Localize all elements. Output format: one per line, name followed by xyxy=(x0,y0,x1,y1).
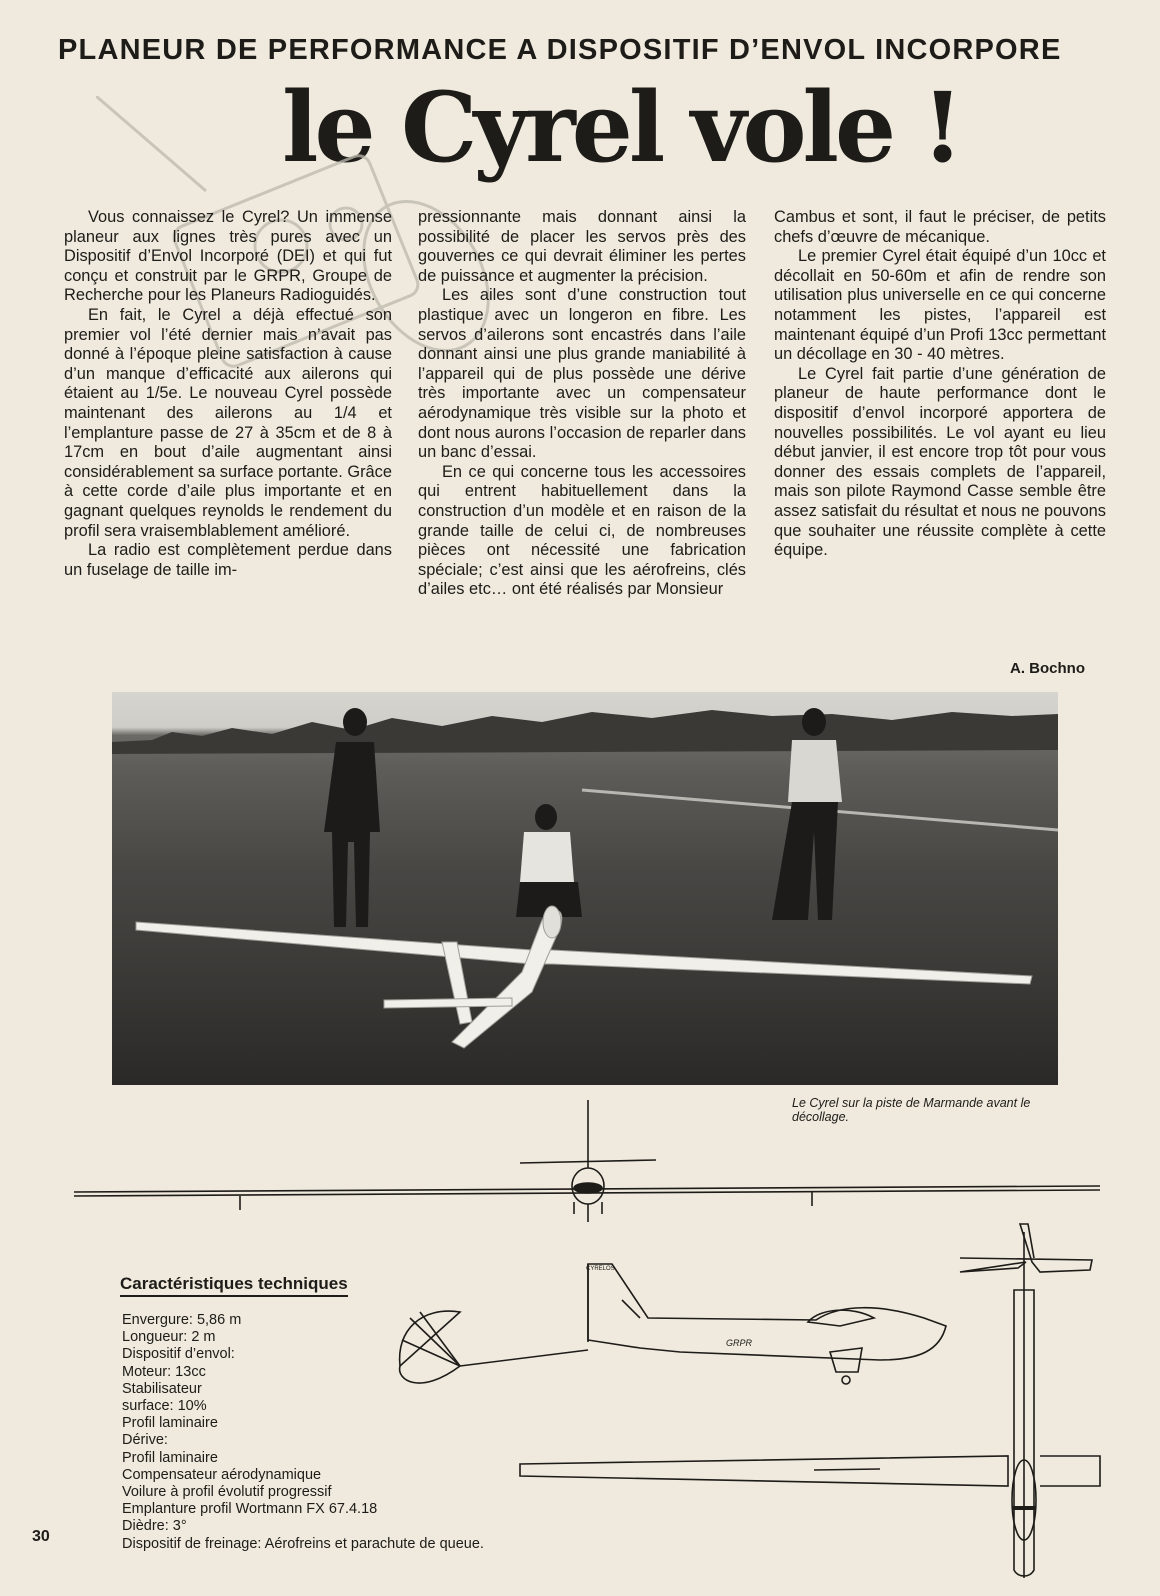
photo-caption: Le Cyrel sur la piste de Marmande avant le décollage. xyxy=(792,1096,1031,1124)
spec-line: Stabilisateur xyxy=(122,1380,202,1397)
spec-line: Emplanture profil Wortmann FX 67.4.18 xyxy=(122,1501,378,1518)
spec-line: Compensateur aérodynamique xyxy=(122,1466,322,1483)
paragraph: Le Cyrel fait partie d’une génération de planeur de haute performance dont le dispositif d’envol incorporé apportera de nouvelles possibilités. Le vol ayant eu lieu début janvier, il est encore trop tôt pour vous donner des essais complets de l’appareil, mais son pilote Raymond Casse semble être assez satisfait du résultat et nous ne pouvons que souhaiter une réussite complète à cette équipe. xyxy=(774,364,1106,560)
paragraph: En fait, le Cyrel a déjà effectué son premier vol l’été dernier mais n’avait pas donné à l’époque pleine satisfaction à cause d’un manque d’efficacité aux ailerons qui étaient au 1/5e. Le nouveau Cyrel possède maintenant des ailerons au 1/4 et l’emplanture passe de 27 à 35cm et de 8 à 17cm en bout d’aile augmentant ainsi considérablement sa surface portante. Grâce à cette corde d’aile plus importante et en gagnant quelques reynolds le rendement du profil sera vraisemblablement amélioré. xyxy=(64,305,392,540)
spec-line: surface: 10% xyxy=(122,1398,207,1415)
article-headline: le Cyrel vole ! xyxy=(282,71,960,184)
author-signature: A. Bochno xyxy=(1010,660,1085,677)
spec-line: Dispositif d’envol: xyxy=(122,1346,235,1363)
spec-line: Envergure: 5,86 m xyxy=(122,1312,242,1328)
spec-line: Longueur: 2 m xyxy=(122,1329,216,1346)
spec-line: Profil laminaire xyxy=(122,1449,218,1466)
fin-label: CYRELOS xyxy=(586,1266,615,1272)
paragraph: Vous connaissez le Cyrel? Un immense planeur aux lignes très pures avec un Dispositif d’Envol Incorporé (DEI) et qui fut conçu et construit par le GRPR, Groupe de Recherche pour les Planeurs Radioguidés. xyxy=(64,208,392,305)
spec-line: Dièdre: 3° xyxy=(122,1518,187,1535)
spec-line: Dérive: xyxy=(122,1432,168,1449)
page-number: 30 xyxy=(32,1528,50,1545)
specs-list xyxy=(122,1312,484,1553)
paragraph: pressionnante mais donnant ainsi la possibilité de placer les servos près des gouvernes ce qui devrait éliminer les pertes de puissance et augmenter la précision. xyxy=(418,208,746,285)
paragraph: Les ailes sont d’une construction tout plastique avec un longeron en fibre. Les servos d’ailerons sont encastrés dans l’aile donnant ainsi une plus grande maniabilité à l’appareil qui de plus possède une dérive très importante avec un compensateur aérodynamique très visible sur la photo et dont nous aurons l’occasion de reparler dans un banc d’essai. xyxy=(418,286,746,462)
article-kicker: PLANEUR DE PERFORMANCE A DISPOSITIF D’ENVOL INCORPORE xyxy=(58,34,1062,66)
paragraph: La radio est complètement perdue dans un fuselage de taille im- xyxy=(64,541,392,579)
spec-line: Moteur: 13cc xyxy=(122,1363,206,1380)
fuselage-label: GRPR xyxy=(726,1338,753,1348)
paragraph: En ce qui concerne tous les accessoires qui entrent habituellement dans la construction d’un modèle et en raison de la grande taille de celui ci, de nombreuses pièces ont nécessité une fabrication spéciale; c’est ainsi que les aérofreins, clés d’ailes etc… ont été réalisés par Monsieur xyxy=(418,462,746,599)
spec-line: Dispositif de freinage: Aérofreins et parachute de queue. xyxy=(122,1535,484,1552)
top-view-drawing xyxy=(520,1224,1100,1578)
spec-line: Voilure à profil évolutif progressif xyxy=(122,1484,332,1501)
paragraph: Le premier Cyrel était équipé d’un 10cc et décollait en 50-60m et afin de rendre son utilisation plus universelle en ce qui concerne notamment les pistes, l’appareil est maintenant équipé d’un Profi 13cc permettant un décollage en 30 - 40 mètres. xyxy=(774,247,1106,364)
specs-title: Caractéristiques techniques xyxy=(120,1274,348,1297)
spec-line: Profil laminaire xyxy=(122,1415,218,1432)
paragraph: Cambus et sont, il faut le préciser, de petits chefs d’œuvre de mécanique. xyxy=(774,208,1106,246)
